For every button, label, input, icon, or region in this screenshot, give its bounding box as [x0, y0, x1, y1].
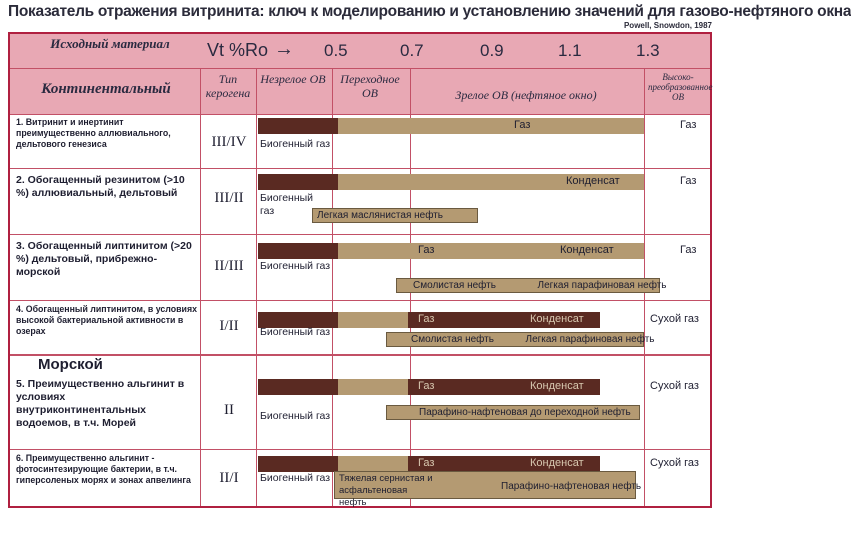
row-6-oil-1: Тяжелая сернистая и асфальтеновая нефть	[339, 473, 433, 508]
grid-line	[256, 68, 257, 506]
row-2-kerogen: III/II	[214, 190, 244, 206]
marine-label: Морской	[38, 356, 103, 373]
row-6-oil-band	[334, 471, 642, 508]
grid-line	[200, 68, 201, 506]
row-4-kerogen: I/II	[219, 318, 239, 334]
row-5-biogenic-gas: Биогенный газ	[260, 410, 331, 422]
row-4-oil-band	[386, 332, 655, 347]
tick-0-7: 0.7	[400, 41, 424, 60]
row-5-label-3: Сухой газ	[650, 380, 699, 392]
row-1-kerogen: III/IV	[211, 134, 247, 150]
row-3-label-2: Конденсат	[560, 244, 614, 256]
kerogen-type-header: Тип керогена	[205, 72, 251, 100]
row-6-label-2: Конденсат	[530, 457, 584, 469]
row-1-label-2: Газ	[680, 119, 697, 131]
row-1-label-1: Газ	[514, 119, 531, 131]
row-6-oil-2: Парафино-нафтеновая нефть	[501, 481, 642, 492]
grid-line	[10, 114, 710, 115]
mature-header: Зрелое ОВ (нефтяное окно)	[455, 88, 597, 102]
row-3-oil-2: Легкая парафиновая нефть	[537, 280, 667, 291]
row-5-description: 5. Преимущественно альгинит в условиях внутриконтинентальных водоемов, в т.ч. Морей	[16, 378, 185, 429]
grid-line	[10, 449, 710, 450]
row-3-label-3: Газ	[680, 244, 697, 256]
grid-line	[10, 300, 710, 301]
row-4-label-2: Конденсат	[530, 313, 584, 325]
grid-line	[10, 354, 710, 356]
row-4-description: 4. Обогащенный липтинитом, в условиях высокой бактериальной активности в озерах	[16, 304, 197, 336]
arrow-icon: →	[274, 38, 294, 60]
transitional-header: Переходное ОВ	[340, 72, 400, 100]
row-3-description: 3. Обогащенный липтинитом (>20 %) дельтовый, прибрежно-морской	[16, 240, 192, 278]
tick-0-9: 0.9	[480, 41, 504, 60]
row-6-gas-band	[258, 456, 338, 472]
row-3-gas-band	[258, 243, 338, 259]
row-5-gas-band-tan	[338, 379, 408, 395]
row-6-gas-band-tan	[338, 456, 408, 472]
row-4-label-1: Газ	[418, 313, 435, 325]
row-5-oil-band: Парафино-нафтеновая до переходной нефть	[386, 405, 640, 420]
row-2-label-2: Газ	[680, 175, 697, 187]
row-3-kerogen: II/III	[214, 258, 244, 274]
continental-header: Континентальный	[41, 81, 171, 97]
row-6-label-3: Сухой газ	[650, 457, 699, 469]
ro-label: Vt %Ro	[207, 40, 269, 60]
row-5-kerogen: II	[224, 402, 234, 418]
row-1-gas-band	[258, 118, 338, 134]
row-2-oil-band: Легкая масляниcтая нефть	[312, 208, 478, 223]
row-2-biogenic-gas: Биогенный газ	[260, 192, 314, 217]
page-title: Показатель отражения витринита: ключ к моделированию и установлению значений для газово-нефтяного окна	[8, 3, 851, 20]
row-1-biogenic-gas: Биогенный газ	[260, 138, 331, 150]
row-6-biogenic-gas: Биогенный газ	[260, 472, 331, 484]
row-3-label-1: Газ	[418, 244, 435, 256]
grid-line	[10, 168, 710, 169]
tick-0-5: 0.5	[324, 41, 348, 60]
row-2-gas-band	[258, 174, 338, 190]
row-1-gas-band-tan	[338, 118, 644, 134]
credit: Powell, Snowdon, 1987	[623, 21, 712, 30]
row-3-oil-1: Смолистая нефть	[413, 280, 496, 291]
row-6-kerogen: II/I	[219, 470, 239, 486]
row-5-label-2: Конденсат	[530, 380, 584, 392]
row-4-gas-band-tan	[338, 312, 408, 328]
overmature-header: Высоко-преобразованное ОВ	[648, 72, 713, 102]
row-3-biogenic-gas: Биогенный газ	[260, 260, 331, 272]
row-6-description: 6. Преимущественно альгинит - фотосинтезирующие бактерии, в т.ч. гиперсоленых морях и зонах апвелинга	[16, 453, 191, 485]
row-4-biogenic-gas: Биогенный газ	[260, 326, 331, 338]
row-4-oil-1: Смолистая нефть	[411, 334, 494, 345]
tick-1-1: 1.1	[558, 41, 582, 60]
row-5-label-1: Газ	[418, 380, 435, 392]
divider	[10, 68, 710, 69]
row-5-gas-band	[258, 379, 338, 395]
row-4-oil-2: Легкая парафиновая нефть	[525, 334, 655, 345]
row-6-label-1: Газ	[418, 457, 435, 469]
row-4-label-3: Сухой газ	[650, 313, 699, 325]
tick-1-3: 1.3	[636, 41, 660, 60]
row-1-description: 1. Витринит и инертинит преимущественно аллювиального, дельтового генезиса	[16, 117, 171, 149]
immature-header: Незрелое ОВ	[260, 72, 326, 86]
grid-line	[10, 234, 710, 235]
row-2-label-1: Конденсат	[566, 175, 620, 187]
row-2-description: 2. Обогащенный резинитом (>10 %) аллювиальный, дельтовый	[16, 174, 185, 199]
row-3-oil-band	[396, 278, 667, 293]
source-material-header: Исходный материал	[50, 36, 170, 51]
